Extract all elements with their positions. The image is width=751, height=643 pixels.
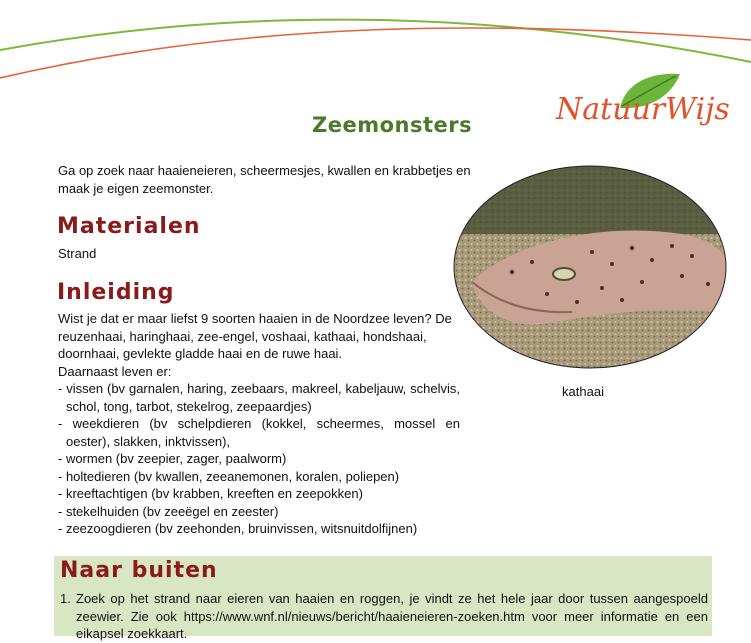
inleiding-lead: Daarnaast leven er: — [58, 363, 172, 379]
inleiding-paragraph: Wist je dat er maar liefst 9 soorten haaien in de Noordzee leven? De reuzenhaai, haringhaai, zee-engel, voshaai, kathaai, hondshaai, doornhaai, gevlekte gladde haai en de ruwe haai. — [58, 311, 452, 361]
naar-buiten-heading: Naar buiten — [60, 558, 218, 583]
materialen-heading: Materialen — [57, 214, 201, 239]
natuurwijs-logo — [556, 70, 730, 150]
list-item: - vissen (bv garnalen, haring, zeebaars, makreel, kabeljauw, schelvis, schol, tong, tarbot, stekelrog, zeepaardjes) — [58, 381, 460, 414]
naar-buiten-steps — [60, 590, 708, 643]
list-item: - wormen (bv zeepier, zager, paalworm) — [58, 451, 287, 466]
step-item — [60, 590, 708, 643]
logo-text: NatuurWijs — [556, 92, 730, 127]
inleiding-heading: Inleiding — [57, 280, 175, 305]
animal-group-list — [58, 380, 460, 538]
inleiding-body — [58, 310, 460, 538]
list-item: - weekdieren (bv schelpdieren (kokkel, scheermes, mossel en oester), slakken, inktvissen), — [58, 416, 460, 449]
materialen-text: Strand — [58, 246, 97, 261]
list-item: - zeezoogdieren (bv zeehonden, bruinvissen, witsnuitdolfijnen) — [58, 521, 418, 536]
list-item: - kreeftachtigen (bv krabben, kreeften en zeepokken) — [58, 486, 363, 501]
step-number: 1. — [60, 591, 71, 606]
list-item: - stekelhuiden (bv zeeëgel en zeester) — [58, 503, 279, 519]
intro-text: Ga op zoek naar haaieneieren, scheermesjes, kwallen en krabbetjes en maak je eigen zeemonster. — [58, 163, 471, 196]
photo-caption: kathaai — [562, 384, 604, 399]
step-text: Zoek op het strand naar eieren van haaien en roggen, je vindt ze het hele jaar door tussen aangespoeld zeewier. Zie ook https://www.wnf.nl/nieuws/bericht/haaieneieren-zoeken.htm voor meer informatie en een eikapsel zoekkaart. — [76, 591, 708, 641]
page-title: Zeemonsters — [312, 113, 473, 137]
list-item: - holtedieren (bv kwallen, zeeanemonen, koralen, poliepen) — [58, 468, 400, 484]
shark-photo — [452, 164, 728, 370]
